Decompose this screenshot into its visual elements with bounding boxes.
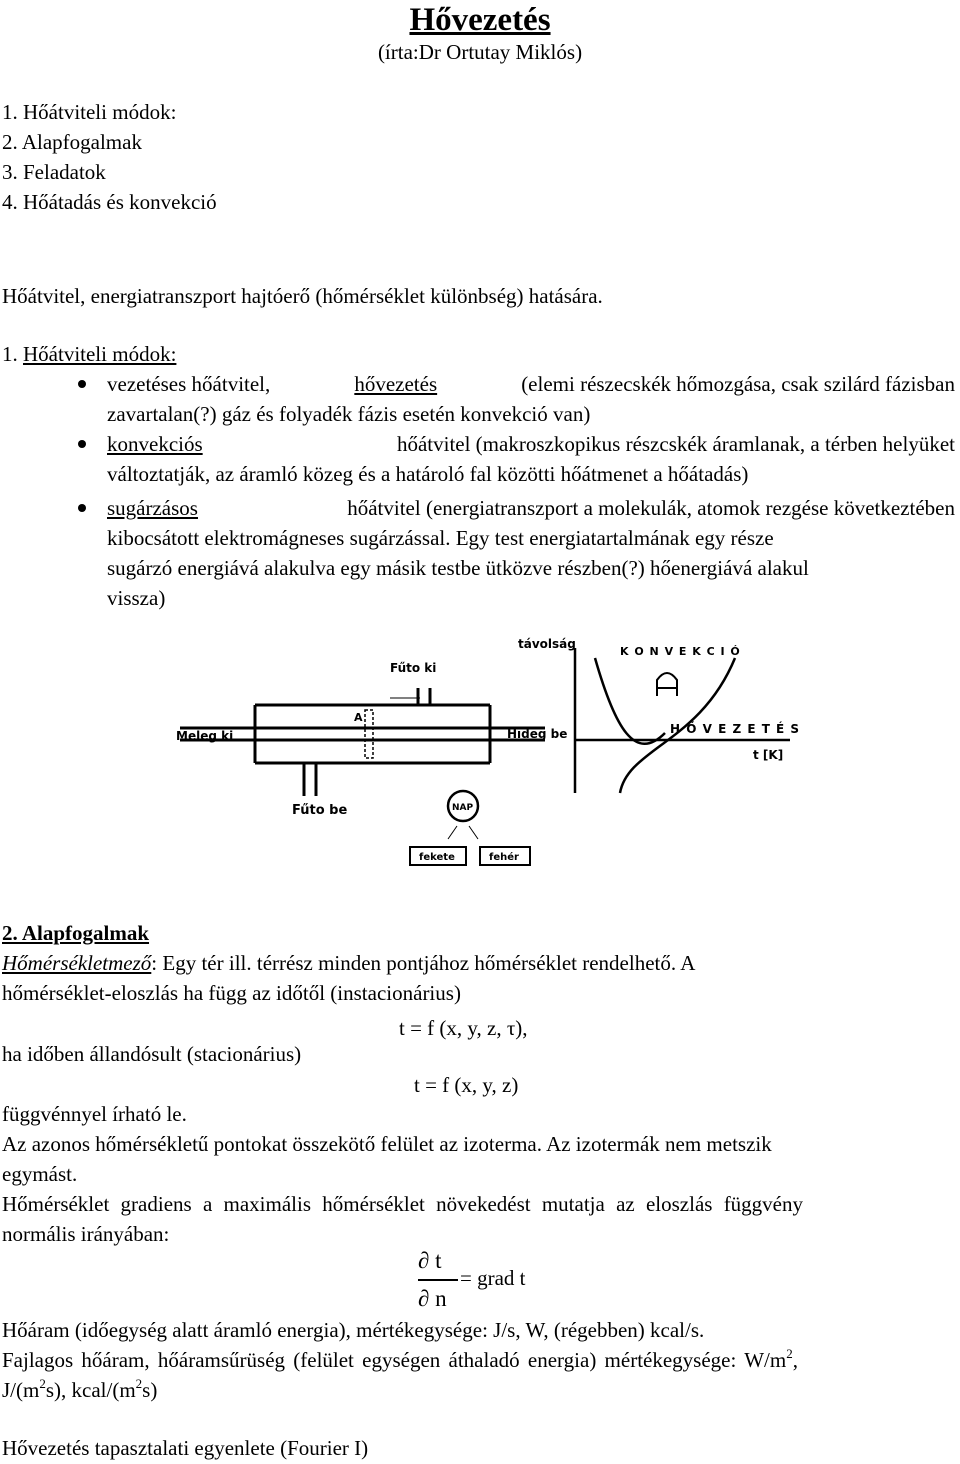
bullet1-text-b: (elemi részecskék hőmozgása, csak szilárd fázisban xyxy=(521,372,955,396)
author-line: (írta:Dr Ortutay Miklós) xyxy=(377,40,583,64)
bullet-dot xyxy=(78,440,86,448)
section2-p1-line2: hőmérséklet-eloszlás ha függ az időtől (instacionárius) xyxy=(2,981,461,1005)
gradient-numerator: ∂ t xyxy=(418,1248,442,1273)
temperature-field-term: Hőmérsékletmező xyxy=(2,951,152,975)
bullet3-line2: kibocsátott elektromágneses sugárzással. Egy test energiatartalmának egy része xyxy=(107,526,774,550)
section2-p3: függvénnyel írható le. xyxy=(2,1102,187,1126)
sun-label: NAP xyxy=(452,803,474,813)
toc-item-3: 3. Feladatok xyxy=(2,160,106,184)
section1-heading-text: Hőátviteli módok: xyxy=(23,342,177,366)
bullet2-line1 xyxy=(107,429,955,459)
temperature-profile-graph xyxy=(575,648,790,793)
section2-p5-line2: normális irányában: xyxy=(2,1222,170,1246)
black-body-label: fekete xyxy=(419,852,455,863)
distance-axis-label: távolság xyxy=(518,637,576,651)
unit-part: s) xyxy=(142,1378,158,1402)
sun-figure xyxy=(448,791,478,839)
unit-part: s), kcal/(m xyxy=(45,1378,136,1402)
superscript: 2 xyxy=(39,1376,46,1391)
intro-text: Hőátvitel, energiatranszport hajtóerő (hőmérséklet különbség) hatására. xyxy=(2,284,603,308)
equation-stationary: t = f (x, y, z) xyxy=(414,1073,519,1097)
bullet1-line2: zavartalan(?) gáz és folyadék fázis esetén konvekció van) xyxy=(107,402,591,426)
gradient-denominator: ∂ n xyxy=(418,1286,447,1311)
bullet3-text: hőátvitel (energiatranszport a molekulák, atomok rezgése következtében xyxy=(347,496,955,520)
hovezetes-label: H Ő V E Z E T É S xyxy=(670,722,800,736)
section2-p4-line2: egymást. xyxy=(2,1162,78,1186)
toc-item-1: 1. Hőátviteli módok: xyxy=(2,100,177,124)
section1-heading xyxy=(2,339,176,369)
section2-p7-line1 xyxy=(2,1345,955,1375)
futo-ki-label: Fűto ki xyxy=(390,661,437,675)
heat-exchanger-figure xyxy=(180,688,545,796)
section1-heading-num: 1. xyxy=(2,342,18,366)
temperature-axis-label: t [K] xyxy=(753,748,784,762)
temperature-field-def: : Egy tér ill. térrész minden pontjához hőmérséklet rendelhető. A xyxy=(151,951,696,975)
page-title: Hővezetés xyxy=(409,2,551,38)
section2-p2: ha időben állandósult (stacionárius) xyxy=(2,1042,302,1066)
bullet2-text: hőátvitel (makroszkopikus részcskék áramlanak, a térben helyüket xyxy=(396,432,955,456)
bullet2-line2: változtatják, az áramló közeg és a határoló fal közötti hőátmenet a hőátadás) xyxy=(107,462,749,486)
section2-p5-line1: Hőmérséklet gradiens a maximális hőmérséklet növekedést mutatja az eloszlás függvény xyxy=(2,1192,804,1216)
bullet3-underlined: sugárzásos xyxy=(107,496,198,520)
bullet1-underlined: hővezetés xyxy=(354,372,438,396)
fraction-bar xyxy=(418,1279,458,1281)
white-body-label: fehér xyxy=(489,852,519,863)
equation-instationary: t = f (x, y, z, τ), xyxy=(399,1016,528,1040)
bullet-dot xyxy=(78,380,86,388)
section2-heading: 2. Alapfogalmak xyxy=(2,921,150,945)
bullet2-underlined: konvekciós xyxy=(107,432,203,456)
unit-part: J/(m xyxy=(2,1378,40,1402)
superscript: 2 xyxy=(786,1346,793,1361)
toc-item-2: 2. Alapfogalmak xyxy=(2,130,142,154)
bullet3-line4: vissza) xyxy=(107,586,166,610)
toc-item-4: 4. Hőátadás és konvekció xyxy=(2,190,217,214)
bullet3-line3: sugárzó energiává alakulva egy másik testbe ütközve részben(?) hőenergiává alakul xyxy=(107,556,809,580)
bullet-dot xyxy=(78,504,86,512)
hideg-be-label: Hıdeg be xyxy=(507,727,568,741)
futo-be-label: Fűto be xyxy=(292,803,348,818)
a-marker-label: A xyxy=(354,711,363,724)
section2-p4-line1: Az azonos hőmérsékletű pontokat összekötő felület az izoterma. Az izotermák nem metszik xyxy=(2,1132,772,1156)
gradient-rhs: = grad t xyxy=(460,1266,526,1290)
section2-p1-line1 xyxy=(2,948,955,978)
section2-p7-line2 xyxy=(2,1375,157,1405)
bullet1-line1 xyxy=(107,369,955,399)
comma: , xyxy=(792,1348,798,1372)
bullet3-line1 xyxy=(107,493,955,523)
fourier-heading: Hővezetés tapasztalati egyenlete (Fourier I) xyxy=(2,1436,369,1460)
heat-transfer-diagram xyxy=(160,628,800,878)
bullet1-text-a: vezetéses hőátvitel, xyxy=(107,372,271,396)
konvekcio-label: K O N V E K C I Ó xyxy=(620,645,741,658)
section2-p6: Hőáram (időegység alatt áramló energia), mértékegysége: J/s, W, (régebben) kcal/s. xyxy=(2,1318,705,1342)
specific-heat-flux-text: Fajlagos hőáram, hőáramsűrüség (felület egységen áthaladó energia) mértékegysége: W/m xyxy=(2,1348,787,1372)
superscript: 2 xyxy=(135,1376,143,1391)
meleg-ki-label: Meleg ki xyxy=(176,729,234,743)
